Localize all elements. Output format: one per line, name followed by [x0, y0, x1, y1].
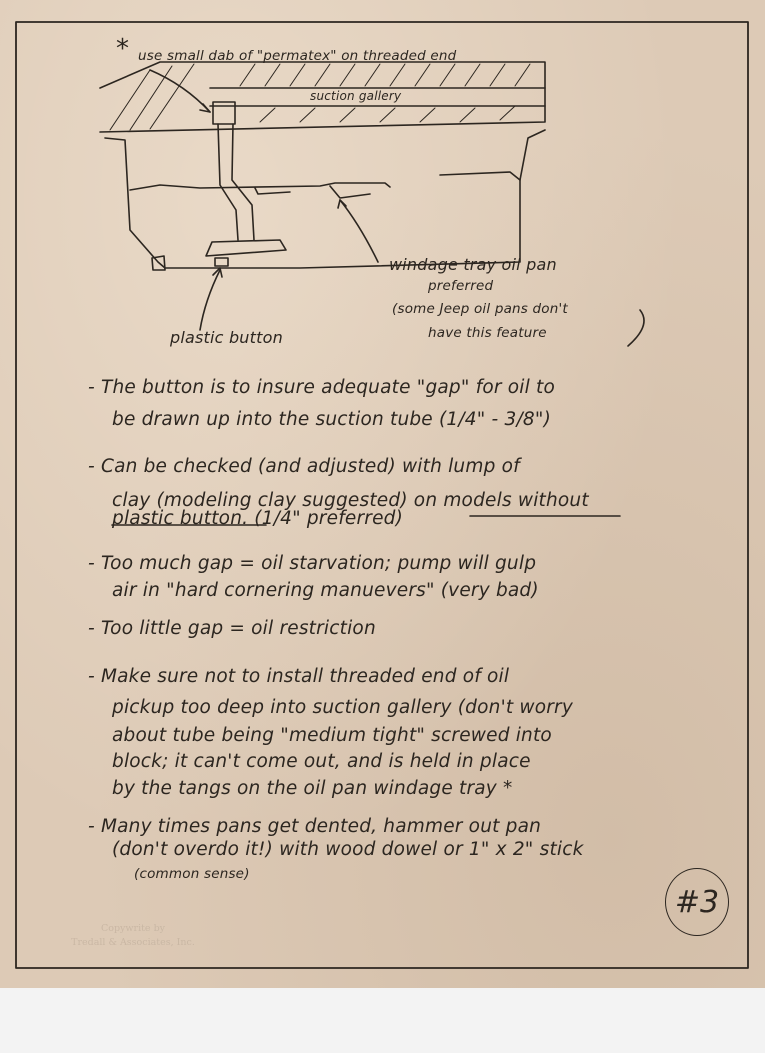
copyright-watermark [58, 922, 208, 950]
page-number-badge: #3 [665, 868, 729, 936]
jeep-note-line2: have this feature [428, 325, 547, 341]
note-2-line2: clay (modeling clay suggested) on models without [112, 490, 589, 511]
suction-gallery-label: suction gallery [310, 89, 402, 103]
note-3-line1: - Too much gap = oil starvation; pump will gulp [88, 553, 537, 574]
note-1-line2: be drawn up into the suction tube (1/4" - 3/8") [112, 409, 552, 430]
note-2-line3: plastic button. (1/4" preferred) [112, 508, 404, 529]
note-1-line1: - The button is to insure adequate "gap" for oil to [88, 377, 556, 398]
note-5-line5: by the tangs on the oil pan windage tray * [112, 778, 513, 799]
pickup-tube [218, 124, 254, 240]
note-6-line3: (common sense) [134, 866, 250, 882]
note-5-line3: about tube being "medium tight" screwed into [112, 725, 552, 746]
oil-pan-outline [105, 130, 545, 268]
windage-tray [130, 183, 390, 190]
note-5-line2: pickup too deep into suction gallery (don't worry [112, 697, 573, 718]
note-4-line1: - Too little gap = oil restriction [88, 618, 376, 639]
windage-leader [340, 200, 378, 262]
note-5-line4: block; it can't come out, and is held in place [112, 751, 531, 772]
permatex-leader [150, 70, 210, 112]
permatex-note: use small dab of "permatex" on threaded end [138, 48, 457, 64]
note-2-line1: - Can be checked (and adjusted) with lump of [88, 456, 520, 477]
note-3-line2: air in "hard cornering manuevers" (very bad) [112, 580, 539, 601]
note-5-line1: - Make sure not to install threaded end of oil [88, 666, 510, 687]
copyright-line2: Tredall & Associates, Inc. [71, 937, 195, 948]
jeep-note-line1: (some Jeep oil pans don't [392, 301, 568, 317]
windage-label-preferred: preferred [428, 278, 494, 294]
plastic-button-label: plastic button [170, 328, 283, 347]
pickup-screen [206, 240, 286, 256]
copyright-line1: Copywrite by [100, 923, 166, 934]
note-6-line1: - Many times pans get dented, hammer out pan [88, 816, 542, 837]
star-symbol: * [116, 34, 130, 64]
note-6-line2: (don't overdo it!) with wood dowel or 1" x 2" stick [112, 839, 584, 860]
button-leader [200, 270, 220, 330]
windage-label: windage tray oil pan [389, 255, 557, 274]
